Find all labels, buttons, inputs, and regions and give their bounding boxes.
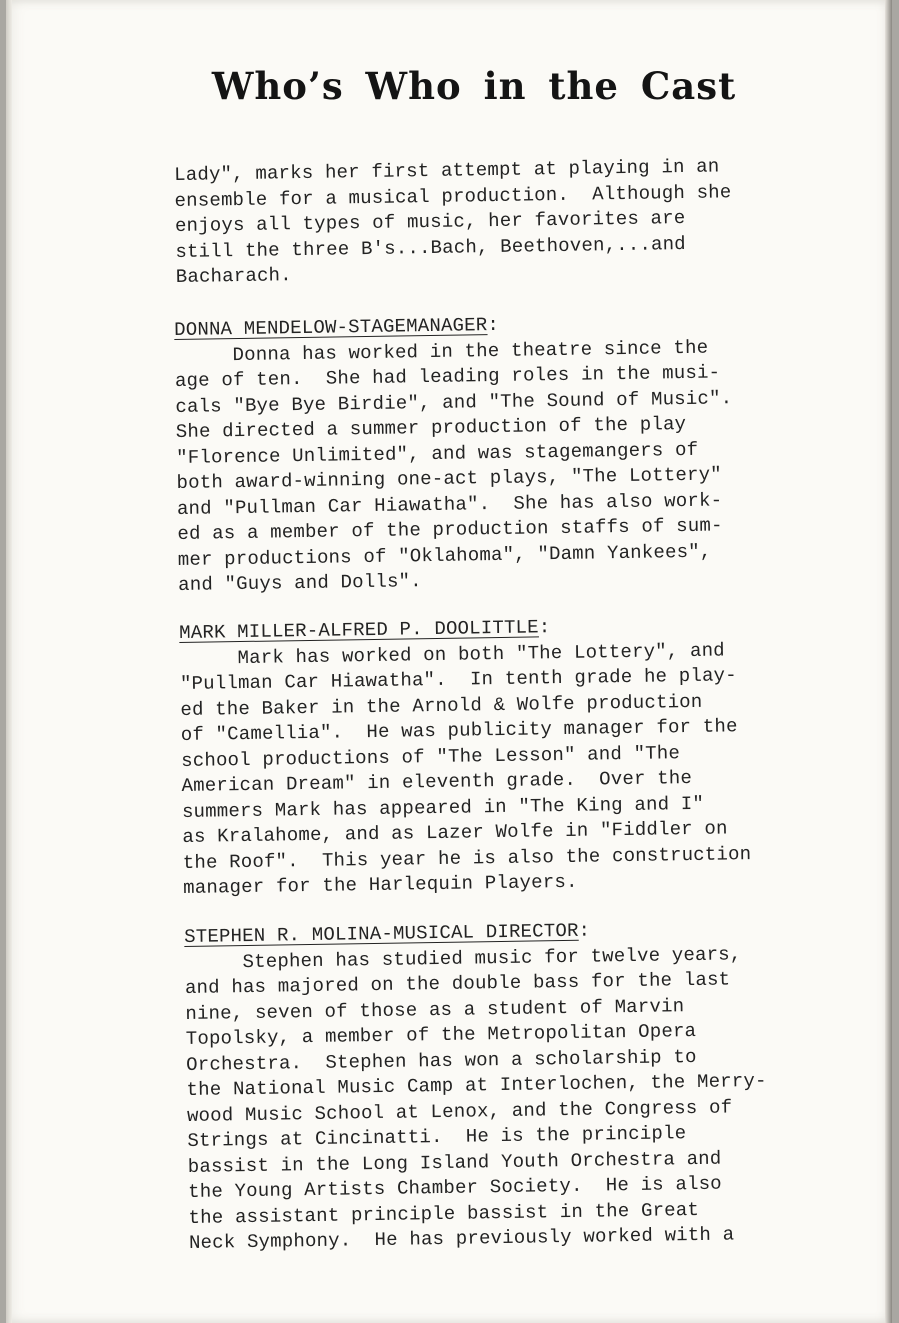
bio-line: the assistant principle bassist in the Great [188,1198,700,1229]
bio-line: both award-winning one-act plays, "The Lottery" [176,463,722,494]
bio-line: enjoys all types of music, her favorites are [174,206,686,237]
bio-line: Mark has worked on both "The Lottery", and [179,638,725,670]
bio-line: bassist in the Long Island Youth Orchestra and [187,1147,722,1178]
bio-line: school productions of "The Lesson" and "The [181,741,681,772]
bio-line: Orchestra. Stephen has won a scholarship to [186,1045,697,1076]
bio-line: American Dream" in eleventh grade. Over the [181,766,693,797]
bio-line: "Pullman Car Hiawatha". In tenth grade he play- [179,664,737,695]
bio-line: the Roof". This year he is also the construction [182,842,752,874]
bio-line: She directed a summer production of the play [175,412,687,443]
bio-heading: STEPHEN R. MOLINA-MUSICAL DIRECTOR [184,919,579,948]
bio-line: cals "Bye Bye Birdie", and "The Sound of Music". [175,386,733,418]
page-left-edge [6,0,12,1323]
bio-line: and "Pullman Car Hiawatha". She has also work- [176,488,723,520]
bio-line: ensemble for a musical production. Although she [174,180,732,212]
bio-line: mer productions of "Oklahoma", "Damn Yankees", [177,540,712,571]
bio-continuation [174,152,856,290]
bio-line: "Florence Unlimited", and was stagemangers of [176,438,699,469]
page-title: Who’s Who in the Cast [211,64,737,108]
page-right-edge [885,0,892,1323]
bio-line: summers Mark has appeared in "The King and I" [181,792,705,823]
bio-line: Strings at Cincinatti. He is the principle [187,1122,687,1152]
bio-line: Neck Symphony. He has previously worked with a [188,1223,735,1254]
bio-line: Stephen has studied music for twelve years, [184,942,742,974]
bio-line: of "Camellia". He was publicity manager for the [180,715,738,746]
bio-line: ed the Baker in the Arnold & Wolfe production [180,690,703,721]
bio-line: nine, seven of those as a student of Marvin [185,994,685,1025]
bio-line: Topolsky, a member of the Metropolitan Opera [185,1019,697,1050]
bio-line: wood Music School at Lenox, and the Congress of [186,1095,733,1127]
bio-heading: MARK MILLER-ALFRED P. DOOLITTLE [179,616,539,644]
bio-line: and has majored on the double bass for the last [184,968,731,999]
bio-line: the Young Artists Chamber Society. He is also [188,1172,722,1203]
bio-line: Bacharach. [175,264,292,288]
bio-donna-mendelow: DONNA MENDELOW-STAGEMANAGER: Donna has worked in the theatre since the age of ten. She had leading roles in the musi- cals "Bye Bye Birdie", and "The Sound of Music". She directed a summer production of the play "Florence Unlimited", and was stagemangers of both award-winning one-act plays, "The Lottery" and "Pullman Car Hiawatha". She has also work- ed as a member of the production staffs of sum- mer productions of "Oklahoma", "Damn Yankees", and "Guys and Dolls". [174,307,858,598]
bio-line: age of ten. She had leading roles in the musi- [174,361,721,392]
bio-stephen-molina: STEPHEN R. MOLINA-MUSICAL DIRECTOR: Stephen has studied music for twelve years, and has majored on the double bass for the last nine, seven of those as a student of Marvin Topolsky, a member of the Metropolitan Opera Orchestra. Stephen has won a scholarship to the National Music Camp at Interlochen, the Merry- wood Music School at Lenox, and the Congress of Strings at Cincinatti. He is the principle bassist in the Long Island Youth Orchestra and the Young Artists Chamber Society. He is also the assistant principle bassist in the Great Neck Symphony. He has previously worked with a [184,914,869,1256]
bio-heading: DONNA MENDELOW-STAGEMANAGER [174,314,488,341]
bio-line: as Kralahome, and as Lazer Wolfe in "Fiddler on [182,817,728,848]
bio-line: Lady", marks her first attempt at playing in an [174,155,720,186]
bio-line: the National Music Camp at Interlochen, the Merry- [186,1069,767,1101]
bio-mark-miller: MARK MILLER-ALFRED P. DOOLITTLE: Mark has worked on both "The Lottery", and "Pullman Car Hiawatha". In tenth grade he play- ed the Baker in the Arnold & Wolfe production of "Camellia". He was publicity manager for the school productions of "The Lesson" and "The American Dream" in eleventh grade. Over the summers Mark has appeared in "The King and I" as Kralahome, and as Lazer Wolfe in "Fiddler on the Roof". This year he is also the construction manager for the Harlequin Players. [179,610,863,901]
bio-line: manager for the Harlequin Players. [183,870,578,899]
bio-line: Donna has worked in the theatre since the [174,336,709,367]
bio-line: still the three B's...Bach, Beethoven,...and [175,232,686,263]
bio-line: ed as a member of the production staffs of sum- [177,514,723,545]
program-page [6,0,892,1323]
bio-line: and "Guys and Dolls". [178,570,422,596]
